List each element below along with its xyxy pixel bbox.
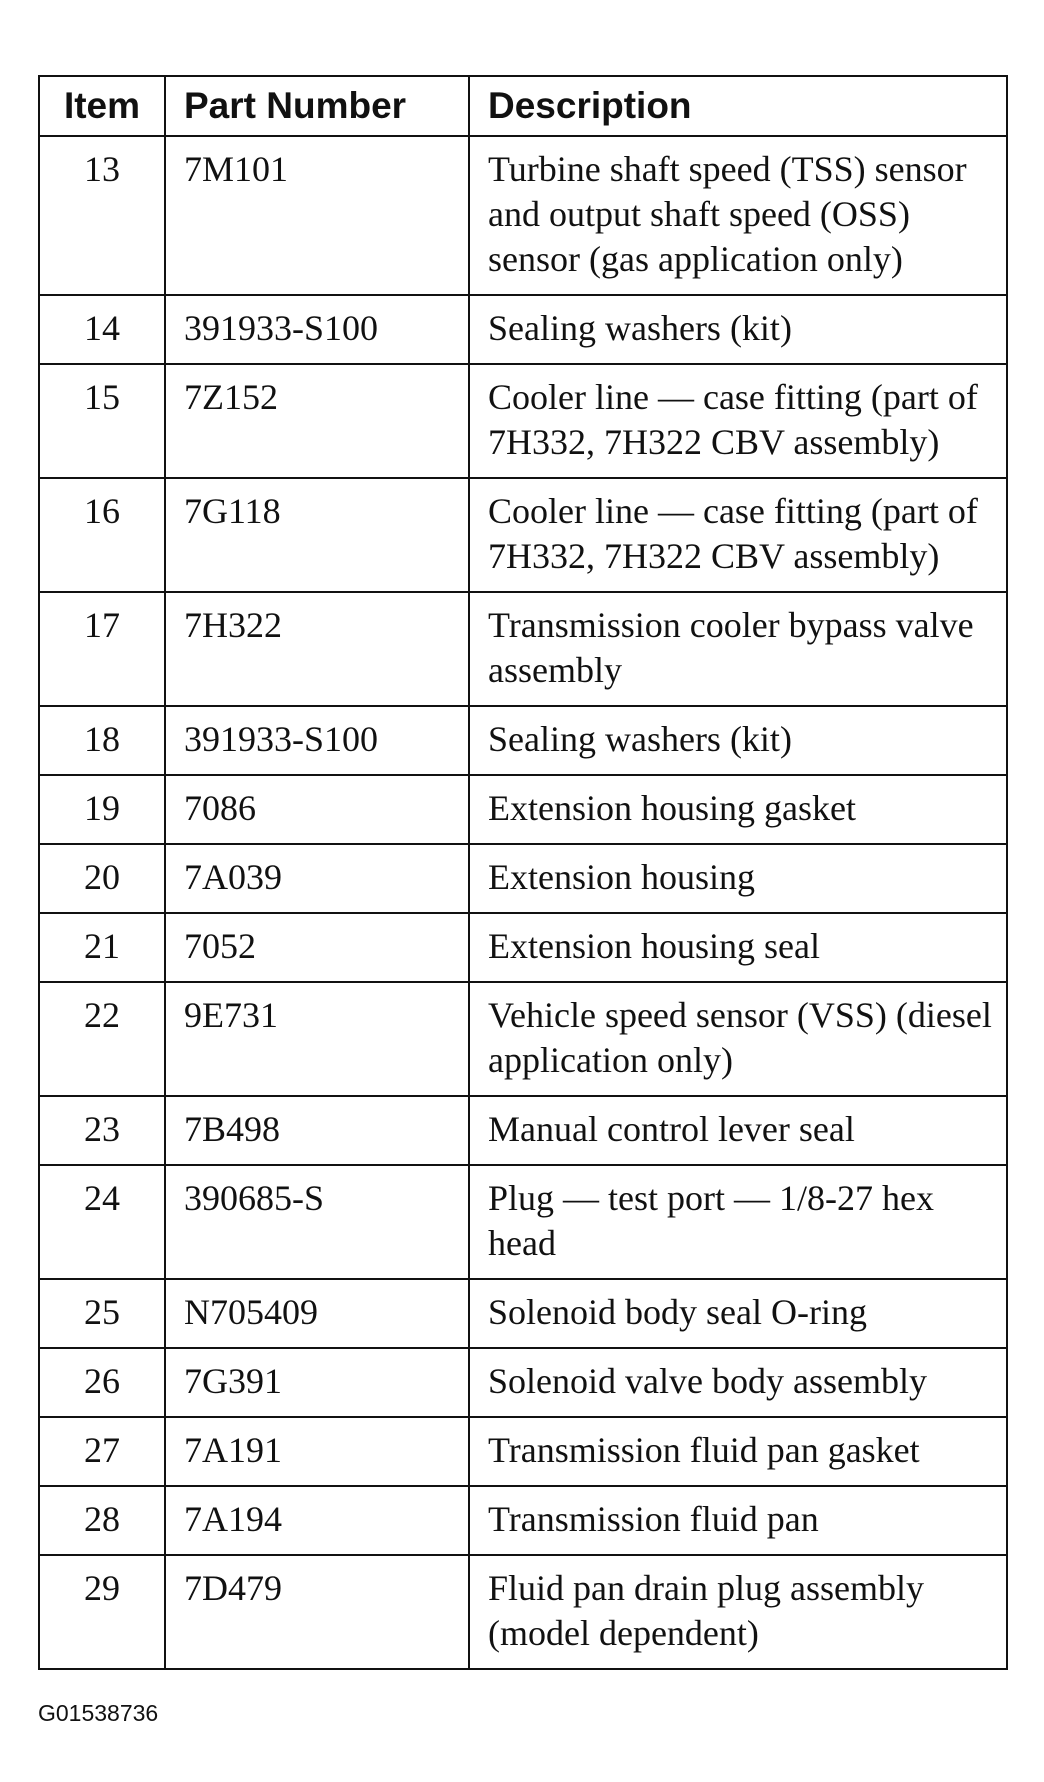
part-number-cell: N705409 <box>165 1279 469 1348</box>
item-cell: 21 <box>39 913 165 982</box>
description-cell: Transmission fluid pan <box>469 1486 1007 1555</box>
item-cell: 17 <box>39 592 165 706</box>
part-number-cell: 7A039 <box>165 844 469 913</box>
description-cell: Transmission fluid pan gasket <box>469 1417 1007 1486</box>
item-cell: 14 <box>39 295 165 364</box>
part-number-cell: 7B498 <box>165 1096 469 1165</box>
part-number-cell: 391933-S100 <box>165 295 469 364</box>
item-cell: 19 <box>39 775 165 844</box>
description-cell: Plug — test port — 1/8-27 hex head <box>469 1165 1007 1279</box>
part-number-cell: 7M101 <box>165 136 469 295</box>
description-cell: Sealing washers (kit) <box>469 295 1007 364</box>
item-cell: 15 <box>39 364 165 478</box>
header-row <box>39 76 1007 136</box>
table-row <box>39 775 1007 844</box>
part-number-cell: 391933-S100 <box>165 706 469 775</box>
item-cell: 24 <box>39 1165 165 1279</box>
part-number-cell: 7G391 <box>165 1348 469 1417</box>
table-row <box>39 136 1007 295</box>
table-row <box>39 364 1007 478</box>
parts-table <box>38 75 1008 1670</box>
item-cell: 27 <box>39 1417 165 1486</box>
item-cell: 20 <box>39 844 165 913</box>
table-row <box>39 1165 1007 1279</box>
description-cell: Extension housing seal <box>469 913 1007 982</box>
table-row <box>39 1279 1007 1348</box>
table-row <box>39 295 1007 364</box>
item-cell: 23 <box>39 1096 165 1165</box>
table-row <box>39 982 1007 1096</box>
table-row <box>39 1096 1007 1165</box>
description-cell: Cooler line — case fitting (part of 7H332, 7H322 CBV assembly) <box>469 364 1007 478</box>
description-cell: Vehicle speed sensor (VSS) (diesel application only) <box>469 982 1007 1096</box>
item-cell: 16 <box>39 478 165 592</box>
part-number-cell: 7Z152 <box>165 364 469 478</box>
table-row <box>39 706 1007 775</box>
item-cell: 22 <box>39 982 165 1096</box>
part-number-cell: 7G118 <box>165 478 469 592</box>
description-cell: Manual control lever seal <box>469 1096 1007 1165</box>
table-row <box>39 844 1007 913</box>
description-cell: Cooler line — case fitting (part of 7H332, 7H322 CBV assembly) <box>469 478 1007 592</box>
figure-code: G01538736 <box>38 1700 159 1726</box>
part-number-cell: 7D479 <box>165 1555 469 1669</box>
header-part-number: Part Number <box>165 76 469 136</box>
part-number-cell: 7A191 <box>165 1417 469 1486</box>
description-cell: Solenoid body seal O-ring <box>469 1279 1007 1348</box>
item-cell: 26 <box>39 1348 165 1417</box>
part-number-cell: 390685-S <box>165 1165 469 1279</box>
table-row <box>39 913 1007 982</box>
header-item: Item <box>39 76 165 136</box>
part-number-cell: 9E731 <box>165 982 469 1096</box>
part-number-cell: 7086 <box>165 775 469 844</box>
table-row <box>39 592 1007 706</box>
table-row <box>39 1486 1007 1555</box>
item-cell: 18 <box>39 706 165 775</box>
description-cell: Sealing washers (kit) <box>469 706 1007 775</box>
part-number-cell: 7052 <box>165 913 469 982</box>
table-row <box>39 1555 1007 1669</box>
table-row <box>39 1348 1007 1417</box>
description-cell: Solenoid valve body assembly <box>469 1348 1007 1417</box>
description-cell: Extension housing gasket <box>469 775 1007 844</box>
item-cell: 25 <box>39 1279 165 1348</box>
description-cell: Fluid pan drain plug assembly (model dependent) <box>469 1555 1007 1669</box>
item-cell: 13 <box>39 136 165 295</box>
part-number-cell: 7H322 <box>165 592 469 706</box>
table-row <box>39 478 1007 592</box>
description-cell: Extension housing <box>469 844 1007 913</box>
item-cell: 28 <box>39 1486 165 1555</box>
table-row <box>39 1417 1007 1486</box>
header-description: Description <box>469 76 1007 136</box>
part-number-cell: 7A194 <box>165 1486 469 1555</box>
description-cell: Transmission cooler bypass valve assembly <box>469 592 1007 706</box>
description-cell: Turbine shaft speed (TSS) sensor and output shaft speed (OSS) sensor (gas application only) <box>469 136 1007 295</box>
item-cell: 29 <box>39 1555 165 1669</box>
